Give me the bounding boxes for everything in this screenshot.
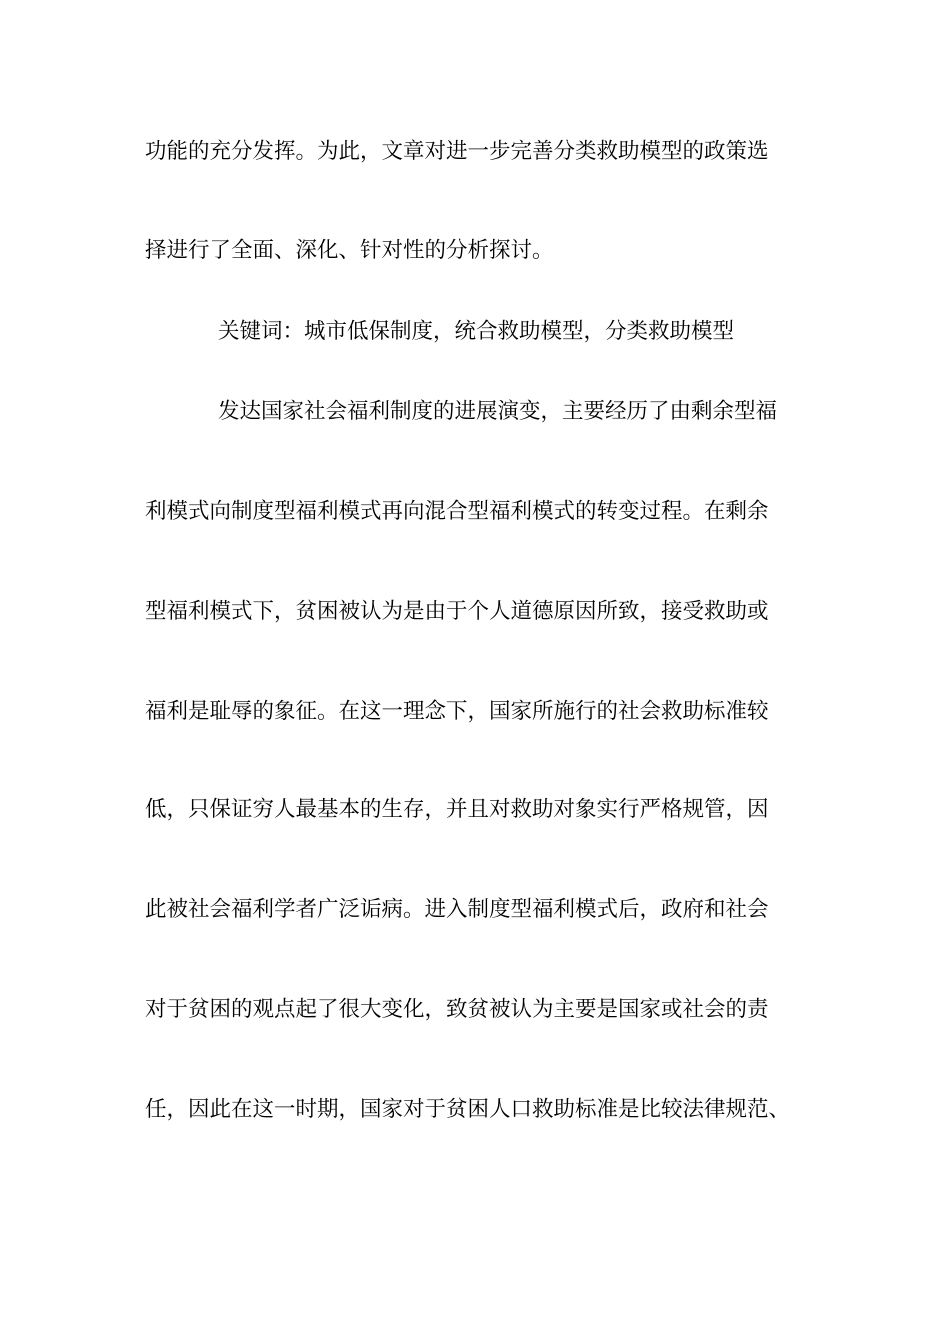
body-text-line: 低，只保证穷人最基本的生存，并且对救助对象实行严格规管，因 <box>145 797 769 822</box>
paragraph-start-line: 发达国家社会福利制度的进展演变，主要经历了由剩余型福 <box>218 399 778 424</box>
body-text-line: 利模式向制度型福利模式再向混合型福利模式的转变过程。在剩余 <box>145 499 769 524</box>
body-text-line: 福利是耻辱的象征。在这一理念下，国家所施行的社会救助标准较 <box>145 699 769 724</box>
keywords-line: 关键词：城市低保制度，统合救助模型，分类救助模型 <box>218 319 735 344</box>
body-text-line: 任，因此在这一时期，国家对于贫困人口救助标准是比较法律规范、 <box>145 1097 791 1122</box>
body-text-line: 此被社会福利学者广泛诟病。进入制度型福利模式后，政府和社会 <box>145 897 769 922</box>
body-text-line: 对于贫困的观点起了很大变化，致贫被认为主要是国家或社会的责 <box>145 997 769 1022</box>
body-text-line: 择进行了全面、深化、针对性的分析探讨。 <box>145 238 554 263</box>
body-text-line: 型福利模式下，贫困被认为是由于个人道德原因所致，接受救助或 <box>145 599 769 624</box>
body-text-line: 功能的充分发挥。为此，文章对进一步完善分类救助模型的政策选 <box>145 139 769 164</box>
